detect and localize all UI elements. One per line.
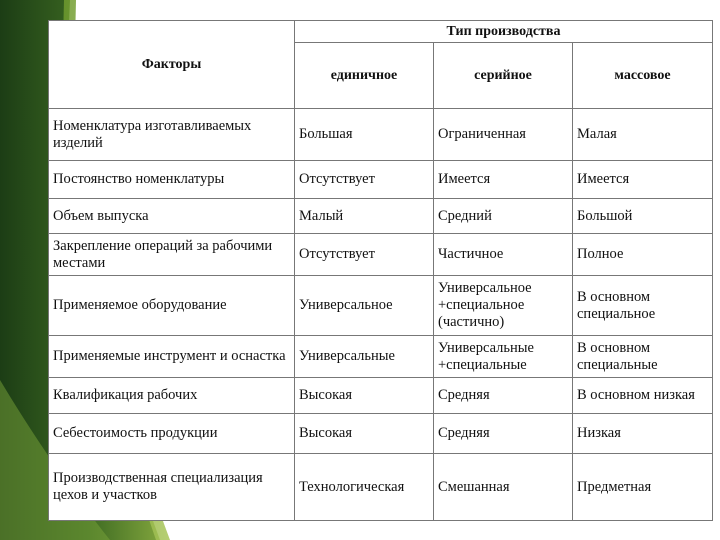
factors-header: Факторы xyxy=(49,21,295,109)
value-cell: В основном специальные xyxy=(573,336,713,378)
value-cell: Большой xyxy=(573,199,713,234)
value-cell: Средняя xyxy=(434,378,573,414)
factor-cell: Квалификация рабочих xyxy=(49,378,295,414)
value-cell: Смешанная xyxy=(434,454,573,521)
value-cell: Отсутствует xyxy=(295,234,434,276)
value-cell: Универсальные xyxy=(295,336,434,378)
value-cell: Средний xyxy=(434,199,573,234)
value-cell: Частичное xyxy=(434,234,573,276)
value-cell: Малая xyxy=(573,109,713,161)
value-cell: Имеется xyxy=(573,161,713,199)
type-serial-header: серийное xyxy=(434,43,573,109)
factor-cell: Применяемое оборудование xyxy=(49,276,295,336)
factor-cell: Объем выпуска xyxy=(49,199,295,234)
table-row xyxy=(49,454,713,521)
factor-cell: Номенклатура изготавливаемых изделий xyxy=(49,109,295,161)
table-row xyxy=(49,199,713,234)
production-types-table xyxy=(48,20,713,521)
production-types-table-container xyxy=(48,20,712,520)
value-cell: В основном низкая xyxy=(573,378,713,414)
factor-cell: Закрепление операций за рабочими местами xyxy=(49,234,295,276)
table-row xyxy=(49,414,713,454)
type-mass-header: массовое xyxy=(573,43,713,109)
value-cell: В основном специальное xyxy=(573,276,713,336)
factor-cell: Себестоимость продукции xyxy=(49,414,295,454)
factor-cell: Производственная специализация цехов и участков xyxy=(49,454,295,521)
value-cell: Средняя xyxy=(434,414,573,454)
value-cell: Высокая xyxy=(295,414,434,454)
factor-cell: Применяемые инструмент и оснастка xyxy=(49,336,295,378)
value-cell: Полное xyxy=(573,234,713,276)
value-cell: Большая xyxy=(295,109,434,161)
value-cell: Имеется xyxy=(434,161,573,199)
header-row xyxy=(49,21,713,43)
value-cell: Низкая xyxy=(573,414,713,454)
table-row xyxy=(49,109,713,161)
table-row xyxy=(49,234,713,276)
value-cell: Универсальное xyxy=(295,276,434,336)
factor-cell: Постоянство номенклатуры xyxy=(49,161,295,199)
value-cell: Предметная xyxy=(573,454,713,521)
value-cell: Технологическая xyxy=(295,454,434,521)
table-row xyxy=(49,276,713,336)
value-cell: Ограниченная xyxy=(434,109,573,161)
value-cell: Универсальное +специальное (частично) xyxy=(434,276,573,336)
value-cell: Малый xyxy=(295,199,434,234)
value-cell: Высокая xyxy=(295,378,434,414)
value-cell: Универсальные +специальные xyxy=(434,336,573,378)
value-cell: Отсутствует xyxy=(295,161,434,199)
table-row xyxy=(49,378,713,414)
table-row xyxy=(49,336,713,378)
type-single-header: единичное xyxy=(295,43,434,109)
table-row xyxy=(49,161,713,199)
production-type-header: Тип производства xyxy=(295,21,713,43)
